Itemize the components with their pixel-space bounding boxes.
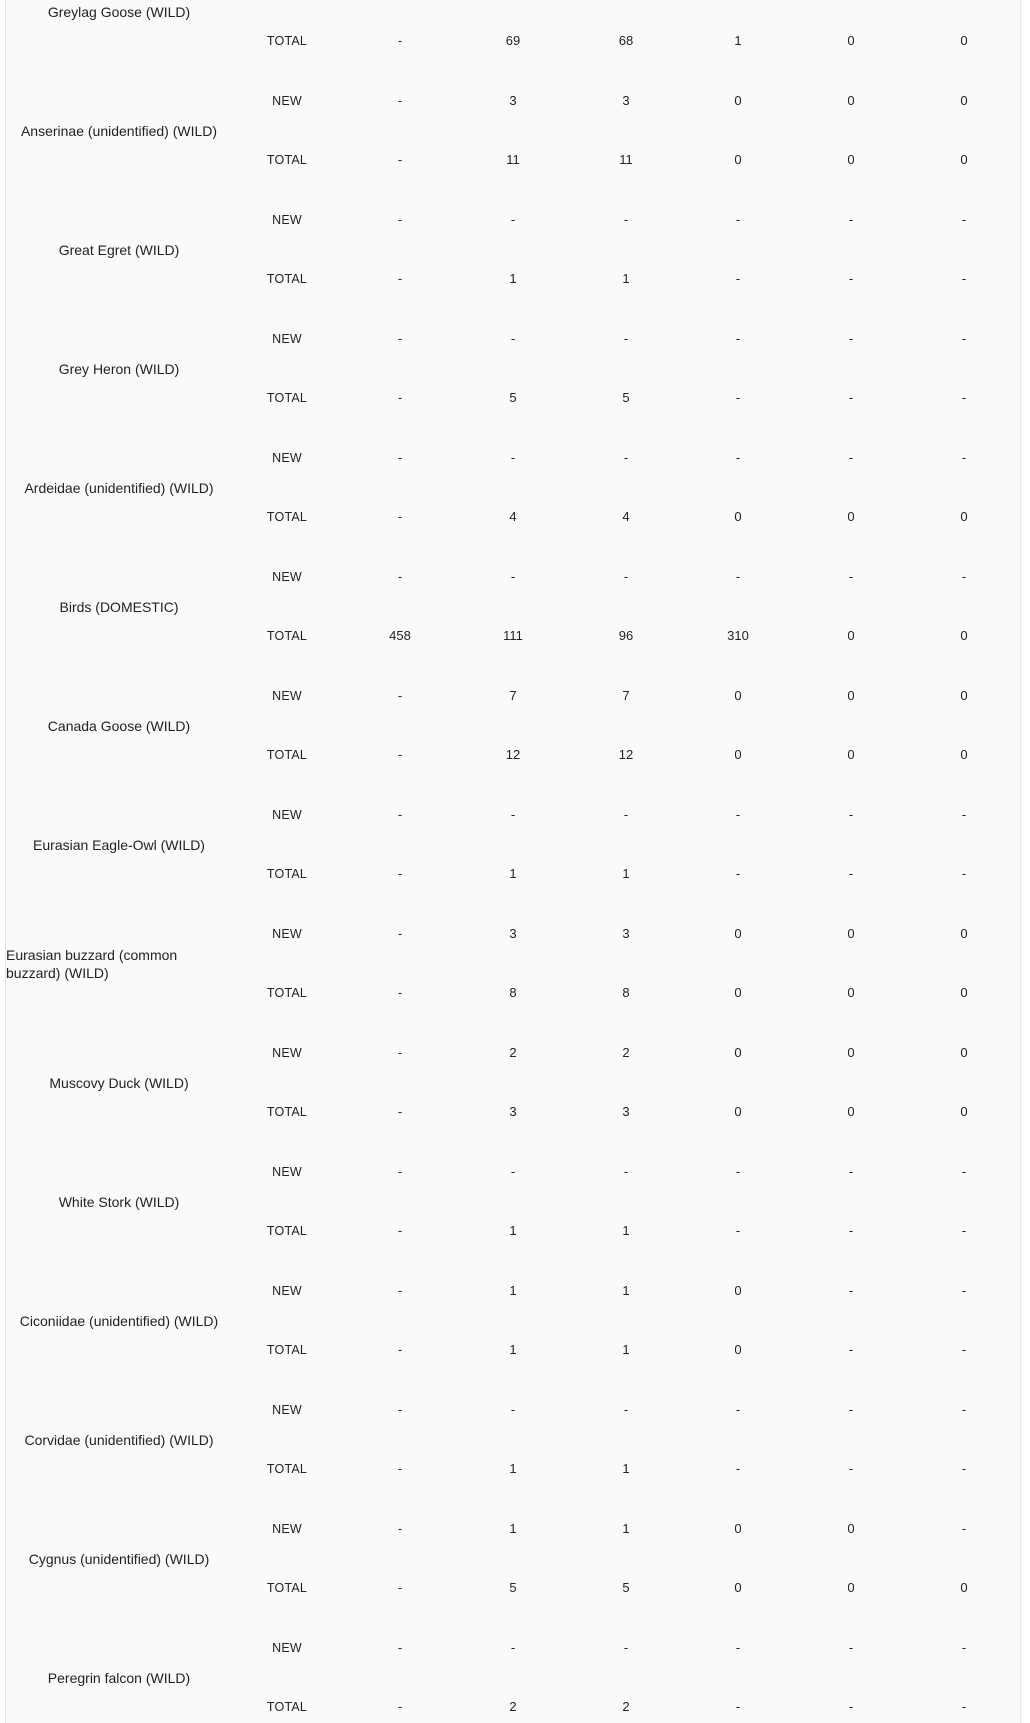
table-cell: - xyxy=(961,450,967,465)
table-cell: - xyxy=(623,212,629,227)
species-name: Muscovy Duck (WILD) xyxy=(49,1074,189,1091)
table-cell: 0 xyxy=(960,985,968,1000)
table-cell: - xyxy=(397,985,403,1000)
table-cell: - xyxy=(961,807,967,822)
table-cell: 0 xyxy=(847,33,855,48)
table-cell: 0 xyxy=(847,985,855,1000)
table-cell: 2 xyxy=(622,1045,630,1060)
table-cell: 12 xyxy=(505,747,521,762)
table-cell: - xyxy=(735,390,741,405)
table-cell: - xyxy=(961,569,967,584)
table-cell: - xyxy=(623,450,629,465)
table-cell: - xyxy=(848,1342,854,1357)
table-cell: - xyxy=(735,450,741,465)
table-cell: - xyxy=(510,1640,516,1655)
table-cell: 2 xyxy=(509,1699,517,1714)
row-type-label: NEW xyxy=(272,213,302,227)
table-cell: - xyxy=(397,1580,403,1595)
table-cell: 0 xyxy=(847,926,855,941)
table-cell: - xyxy=(735,807,741,822)
table-cell: 0 xyxy=(847,1045,855,1060)
table-cell: - xyxy=(848,1402,854,1417)
table-cell: - xyxy=(848,331,854,346)
table-cell: 1 xyxy=(622,1461,630,1476)
table-cell: - xyxy=(848,866,854,881)
table-cell: - xyxy=(848,807,854,822)
table-cell: - xyxy=(735,1461,741,1476)
table-cell: 2 xyxy=(622,1699,630,1714)
species-name: Peregrin falcon (WILD) xyxy=(47,1669,191,1686)
table-cell: 0 xyxy=(734,1342,742,1357)
table-cell: 0 xyxy=(734,688,742,703)
table-cell: 4 xyxy=(622,509,630,524)
table-cell: 1 xyxy=(509,1521,517,1536)
row-type-label: TOTAL xyxy=(266,1343,308,1357)
row-type-label: NEW xyxy=(272,1284,302,1298)
table-cell: 5 xyxy=(622,1580,630,1595)
table-cell: - xyxy=(961,1521,967,1536)
table-cell: - xyxy=(397,331,403,346)
row-type-label: TOTAL xyxy=(266,748,308,762)
table-cell: - xyxy=(510,331,516,346)
species-name: Grey Heron (WILD) xyxy=(58,360,180,377)
row-type-label: TOTAL xyxy=(266,986,308,1000)
row-type-label: NEW xyxy=(272,1641,302,1655)
table-cell: - xyxy=(961,1699,967,1714)
species-name: Birds (DOMESTIC) xyxy=(59,598,179,615)
row-type-label: TOTAL xyxy=(266,1700,308,1714)
table-cell: 0 xyxy=(847,1521,855,1536)
table-cell: 1 xyxy=(622,1521,630,1536)
species-name: Anserinae (unidentified) (WILD) xyxy=(20,122,218,139)
row-type-label: NEW xyxy=(272,689,302,703)
table-cell: - xyxy=(397,390,403,405)
table-cell: - xyxy=(961,1461,967,1476)
row-type-label: NEW xyxy=(272,1046,302,1060)
table-cell: 0 xyxy=(960,688,968,703)
row-type-label: NEW xyxy=(272,1403,302,1417)
table-cell: 3 xyxy=(509,926,517,941)
table-cell: - xyxy=(623,1402,629,1417)
table-cell: - xyxy=(397,1402,403,1417)
table-cell: - xyxy=(623,569,629,584)
table-cell: 0 xyxy=(734,1283,742,1298)
row-type-label: TOTAL xyxy=(266,1105,308,1119)
table-cell: - xyxy=(397,1104,403,1119)
table-cell: - xyxy=(735,212,741,227)
table-cell: - xyxy=(623,807,629,822)
table-cell: 1 xyxy=(509,1342,517,1357)
row-type-label: TOTAL xyxy=(266,1581,308,1595)
table-cell: 3 xyxy=(509,93,517,108)
table-cell: - xyxy=(961,331,967,346)
table-cell: 5 xyxy=(509,1580,517,1595)
table-cell: 0 xyxy=(847,509,855,524)
row-type-label: NEW xyxy=(272,1165,302,1179)
table-cell: - xyxy=(397,33,403,48)
table-cell: 0 xyxy=(734,1045,742,1060)
table-cell: - xyxy=(735,569,741,584)
table-cell: 0 xyxy=(847,688,855,703)
table-cell: - xyxy=(735,1699,741,1714)
table-cell: - xyxy=(397,1342,403,1357)
table-cell: 0 xyxy=(847,93,855,108)
table-cell: - xyxy=(848,450,854,465)
table-cell: 0 xyxy=(847,747,855,762)
table-cell: - xyxy=(510,1164,516,1179)
table-cell: - xyxy=(397,93,403,108)
species-name: Eurasian Eagle-Owl (WILD) xyxy=(33,836,205,853)
table-cell: 0 xyxy=(960,93,968,108)
table-cell: 69 xyxy=(505,33,521,48)
row-type-label: TOTAL xyxy=(266,1224,308,1238)
table-cell: - xyxy=(510,807,516,822)
table-cell: 0 xyxy=(960,152,968,167)
table-cell: - xyxy=(735,1640,741,1655)
row-type-label: TOTAL xyxy=(266,153,308,167)
row-type-label: TOTAL xyxy=(266,272,308,286)
table-cell: 0 xyxy=(960,1045,968,1060)
table-cell: - xyxy=(397,1521,403,1536)
table-cell: 3 xyxy=(622,1104,630,1119)
table-cell: 11 xyxy=(506,152,520,167)
table-cell: - xyxy=(397,1045,403,1060)
table-cell: - xyxy=(397,807,403,822)
table-cell: - xyxy=(397,152,403,167)
table-cell: 8 xyxy=(509,985,517,1000)
table-cell: - xyxy=(961,212,967,227)
table-cell: 1 xyxy=(622,271,630,286)
table-cell: 0 xyxy=(847,628,855,643)
table-cell: 1 xyxy=(509,866,517,881)
table-cell: 0 xyxy=(960,1580,968,1595)
table-cell: 0 xyxy=(734,926,742,941)
species-name: Ciconiidae (unidentified) (WILD) xyxy=(19,1312,219,1329)
row-type-label: NEW xyxy=(272,808,302,822)
table-cell: 0 xyxy=(960,1104,968,1119)
table-cell: - xyxy=(961,1164,967,1179)
species-name: Eurasian buzzard (common buzzard) (WILD) xyxy=(6,946,178,981)
table-cell: 1 xyxy=(622,866,630,881)
table-cell: 0 xyxy=(734,93,742,108)
table-cell: - xyxy=(848,1283,854,1298)
table-cell: 1 xyxy=(509,271,517,286)
table-cell: - xyxy=(735,866,741,881)
table-cell: - xyxy=(397,866,403,881)
table-cell: - xyxy=(623,1164,629,1179)
table-cell: - xyxy=(961,1283,967,1298)
table-cell: - xyxy=(848,1699,854,1714)
row-type-label: NEW xyxy=(272,1522,302,1536)
table-cell: 0 xyxy=(734,1521,742,1536)
table-cell: 68 xyxy=(618,33,634,48)
row-type-label: TOTAL xyxy=(266,510,308,524)
table-cell: - xyxy=(510,569,516,584)
table-cell: 0 xyxy=(847,152,855,167)
table-cell: 0 xyxy=(734,509,742,524)
table-cell: 0 xyxy=(734,1104,742,1119)
table-cell: 458 xyxy=(389,628,411,643)
table-cell: - xyxy=(848,390,854,405)
table-cell: 0 xyxy=(734,985,742,1000)
table-cell: 0 xyxy=(960,628,968,643)
row-type-label: TOTAL xyxy=(266,867,308,881)
species-name: Greylag Goose (WILD) xyxy=(47,4,191,20)
table-cell: 1 xyxy=(509,1461,517,1476)
table-cell: - xyxy=(735,331,741,346)
species-name: Corvidae (unidentified) (WILD) xyxy=(24,1431,214,1448)
row-type-label: NEW xyxy=(272,332,302,346)
table-cell: - xyxy=(397,450,403,465)
table-cell: 11 xyxy=(619,152,633,167)
row-type-label: TOTAL xyxy=(266,391,308,405)
table-cell: 7 xyxy=(622,688,630,703)
row-type-label: NEW xyxy=(272,927,302,941)
table-cell: - xyxy=(397,569,403,584)
table-cell: 0 xyxy=(960,33,968,48)
table-cell: 0 xyxy=(960,509,968,524)
table-cell: - xyxy=(397,1640,403,1655)
table-cell: - xyxy=(961,1342,967,1357)
table-cell: 5 xyxy=(509,390,517,405)
species-name: White Stork (WILD) xyxy=(58,1193,180,1210)
table-cell: - xyxy=(961,866,967,881)
table-cell: - xyxy=(848,1461,854,1476)
table-cell: - xyxy=(735,1402,741,1417)
table-cell: - xyxy=(397,1283,403,1298)
table-cell: 2 xyxy=(509,1045,517,1060)
table-cell: - xyxy=(397,212,403,227)
table-cell: 1 xyxy=(509,1283,517,1298)
table-cell: 96 xyxy=(618,628,634,643)
table-cell: - xyxy=(397,926,403,941)
table-cell: 0 xyxy=(960,747,968,762)
table-cell: - xyxy=(848,569,854,584)
row-type-label: NEW xyxy=(272,570,302,584)
table-cell: 111 xyxy=(503,628,523,643)
table-cell: 0 xyxy=(734,747,742,762)
table-cell: - xyxy=(961,390,967,405)
row-type-label: TOTAL xyxy=(266,34,308,48)
table-cell: 0 xyxy=(734,1580,742,1595)
table-cell: - xyxy=(848,1223,854,1238)
row-type-label: TOTAL xyxy=(266,629,308,643)
table-cell: - xyxy=(623,331,629,346)
table-cell: - xyxy=(961,1640,967,1655)
table-cell: 4 xyxy=(509,509,517,524)
row-type-label: NEW xyxy=(272,94,302,108)
report-table xyxy=(5,0,1021,1723)
table-cell: - xyxy=(397,747,403,762)
table-cell: 1 xyxy=(734,33,742,48)
table-cell: - xyxy=(397,271,403,286)
row-type-label: TOTAL xyxy=(266,1462,308,1476)
table-cell: - xyxy=(961,1402,967,1417)
species-name: Canada Goose (WILD) xyxy=(47,717,191,734)
table-cell: 1 xyxy=(622,1342,630,1357)
table-cell: - xyxy=(510,1402,516,1417)
table-cell: - xyxy=(735,1164,741,1179)
table-cell: - xyxy=(397,1699,403,1714)
species-name: Cygnus (unidentified) (WILD) xyxy=(28,1550,210,1567)
species-name: Ardeidae (unidentified) (WILD) xyxy=(24,479,214,496)
table-cell: 8 xyxy=(622,985,630,1000)
table-cell: - xyxy=(735,271,741,286)
table-cell: - xyxy=(735,1223,741,1238)
table-cell: 0 xyxy=(960,926,968,941)
row-type-label: NEW xyxy=(272,451,302,465)
table-cell: - xyxy=(848,212,854,227)
table-cell: - xyxy=(848,1640,854,1655)
table-cell: - xyxy=(510,212,516,227)
table-cell: - xyxy=(397,1223,403,1238)
table-cell: - xyxy=(623,1640,629,1655)
table-cell: - xyxy=(397,1461,403,1476)
table-cell: 1 xyxy=(622,1283,630,1298)
table-cell: 310 xyxy=(727,628,749,643)
species-name: Great Egret (WILD) xyxy=(58,241,180,258)
table-cell: - xyxy=(961,1223,967,1238)
table-cell: - xyxy=(848,1164,854,1179)
table-cell: - xyxy=(510,450,516,465)
table-cell: - xyxy=(397,509,403,524)
table-cell: 1 xyxy=(509,1223,517,1238)
table-cell: 12 xyxy=(618,747,634,762)
table-cell: 0 xyxy=(847,1104,855,1119)
table-cell: 5 xyxy=(622,390,630,405)
table-cell: - xyxy=(397,688,403,703)
table-cell: 3 xyxy=(509,1104,517,1119)
table-cell: - xyxy=(397,1164,403,1179)
table-cell: 1 xyxy=(622,1223,630,1238)
table-cell: 0 xyxy=(847,1580,855,1595)
table-cell: - xyxy=(961,271,967,286)
table-cell: - xyxy=(848,271,854,286)
table-cell: 0 xyxy=(734,152,742,167)
table-cell: 7 xyxy=(509,688,517,703)
table-cell: 3 xyxy=(622,93,630,108)
table-cell: 3 xyxy=(622,926,630,941)
